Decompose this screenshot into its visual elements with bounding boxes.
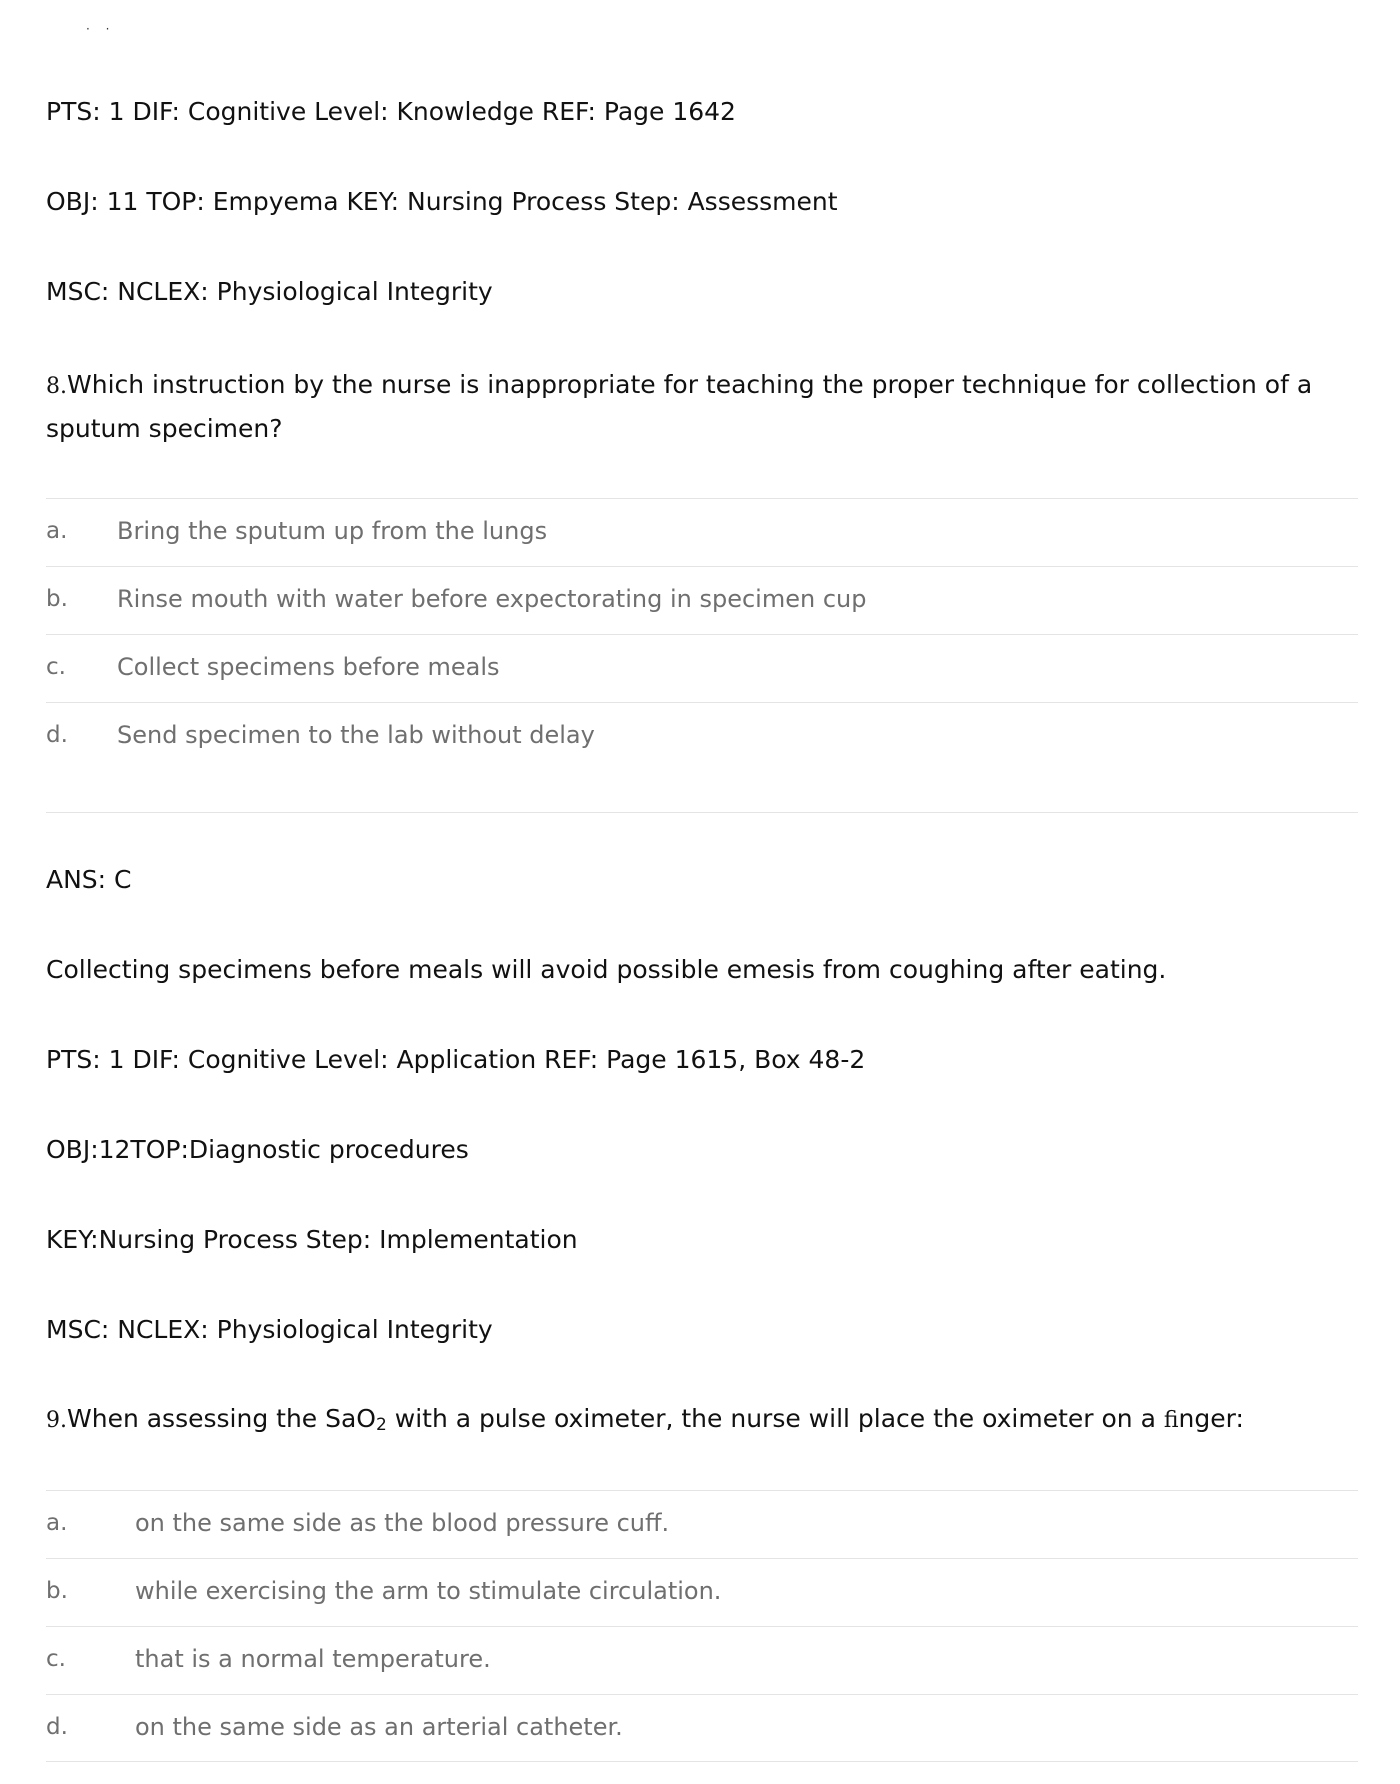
question-9-text-before: When assessing the SaO <box>67 1404 376 1433</box>
option-text: Bring the sputum up from the lungs <box>117 517 548 545</box>
question-9-subscript: 2 <box>375 1415 387 1435</box>
option-text: Send specimen to the lab without delay <box>117 721 595 749</box>
option-text: that is a normal temperature. <box>135 1645 491 1673</box>
option-row[interactable] <box>46 1558 1358 1626</box>
header-marks: · · <box>86 22 116 36</box>
question-9-options <box>46 1490 1358 1762</box>
option-letter: b. <box>46 586 68 612</box>
option-letter: c. <box>46 654 66 680</box>
question-9-ligature: fi <box>1163 1408 1179 1433</box>
option-row[interactable] <box>46 566 1358 634</box>
q7-obj-line: OBJ: 11 TOP: Empyema KEY: Nursing Process Step: Assessment <box>46 187 838 216</box>
option-row[interactable] <box>46 1490 1358 1558</box>
q7-pts-line: PTS: 1 DIF: Cognitive Level: Knowledge REF: Page 1642 <box>46 97 736 126</box>
option-letter: b. <box>46 1578 68 1604</box>
question-8-stem <box>46 364 1358 450</box>
question-9-text-after: nger: <box>1178 1404 1244 1433</box>
question-9-number: 9. <box>46 1408 67 1433</box>
question-8-number: 8. <box>46 374 67 399</box>
option-letter: a. <box>46 518 68 544</box>
option-row[interactable] <box>46 702 1358 770</box>
option-text: on the same side as an arterial catheter. <box>135 1713 623 1741</box>
option-letter: d. <box>46 1714 68 1740</box>
option-letter: d. <box>46 722 68 748</box>
answer-line: ANS: C <box>46 865 132 894</box>
question-9-text-middle: with a pulse oximeter, the nurse will place the oximeter on a <box>386 1404 1164 1433</box>
option-text: on the same side as the blood pressure cuff. <box>135 1509 670 1537</box>
question-8-options <box>46 498 1358 770</box>
option-text: while exercising the arm to stimulate circulation. <box>135 1577 722 1605</box>
q8-obj-line: OBJ:12TOP:Diagnostic procedures <box>46 1135 469 1164</box>
q8-pts-line: PTS: 1 DIF: Cognitive Level: Application REF: Page 1615, Box 48-2 <box>46 1045 866 1074</box>
q8-key-line: KEY:Nursing Process Step: Implementation <box>46 1225 578 1254</box>
q7-msc-line: MSC: NCLEX: Physiological Integrity <box>46 277 493 306</box>
option-letter: c. <box>46 1646 66 1672</box>
option-letter: a. <box>46 1510 68 1536</box>
rationale-text: Collecting specimens before meals will avoid possible emesis from coughing after eating. <box>46 955 1167 984</box>
option-row[interactable] <box>46 634 1358 702</box>
section-divider <box>46 812 1358 813</box>
q8-msc-line: MSC: NCLEX: Physiological Integrity <box>46 1315 493 1344</box>
option-text: Collect specimens before meals <box>117 653 500 681</box>
question-9-stem <box>46 1398 1358 1442</box>
option-text: Rinse mouth with water before expectorating in specimen cup <box>117 585 867 613</box>
question-8-text: Which instruction by the nurse is inappropriate for teaching the proper technique for collection of a sputum specimen? <box>46 370 1313 443</box>
option-row[interactable] <box>46 498 1358 566</box>
option-row[interactable] <box>46 1626 1358 1694</box>
option-row[interactable] <box>46 1694 1358 1762</box>
